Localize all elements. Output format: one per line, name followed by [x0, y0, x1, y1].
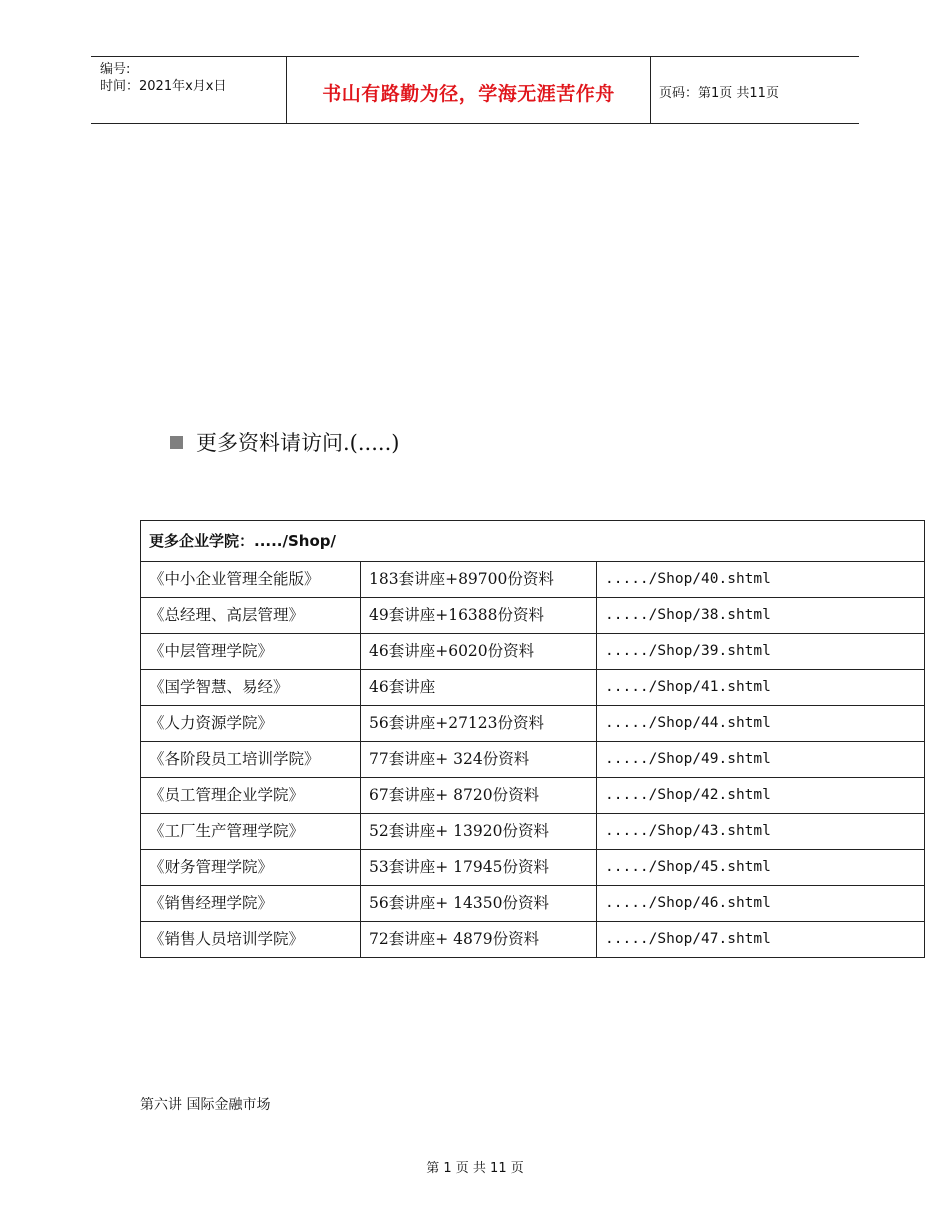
more-resources-text[interactable]: 更多资料请访问.(.....) [196, 431, 400, 455]
course-desc-cell: 49套讲座+16388份资料 [361, 598, 597, 634]
table-row [141, 850, 925, 886]
course-name-cell: 《销售人员培训学院》 [141, 922, 361, 958]
course-name-cell: 《人力资源学院》 [141, 706, 361, 742]
header-page-cell [650, 57, 859, 123]
course-name-cell: 《财务管理学院》 [141, 850, 361, 886]
lecture-title: 第六讲 国际金融市场 [140, 1097, 271, 1113]
course-url-cell[interactable]: ...../Shop/41.shtml [597, 670, 925, 706]
course-name-cell: 《总经理、高层管理》 [141, 598, 361, 634]
course-name-cell: 《各阶段员工培训学院》 [141, 742, 361, 778]
course-desc-cell: 56套讲座+ 14350份资料 [361, 886, 597, 922]
course-url-cell[interactable]: ...../Shop/38.shtml [597, 598, 925, 634]
course-desc-cell: 52套讲座+ 13920份资料 [361, 814, 597, 850]
course-url-cell[interactable]: ...../Shop/42.shtml [597, 778, 925, 814]
course-url-cell[interactable]: ...../Shop/45.shtml [597, 850, 925, 886]
course-url-cell[interactable]: ...../Shop/39.shtml [597, 634, 925, 670]
date-label: 时间：2021年x月x日 [100, 79, 227, 94]
course-desc-cell: 72套讲座+ 4879份资料 [361, 922, 597, 958]
course-desc-cell: 53套讲座+ 17945份资料 [361, 850, 597, 886]
table-row [141, 598, 925, 634]
course-name-cell: 《国学智慧、易经》 [141, 670, 361, 706]
course-desc-cell: 67套讲座+ 8720份资料 [361, 778, 597, 814]
page-info: 页码：第1页 共11页 [659, 86, 779, 101]
motto-text: 书山有路勤为径，学海无涯苦作舟 [322, 83, 615, 105]
table-row [141, 922, 925, 958]
course-url-cell[interactable]: ...../Shop/44.shtml [597, 706, 925, 742]
table-header-cell: 更多企业学院：...../Shop/ [141, 521, 925, 562]
course-desc-cell: 77套讲座+ 324份资料 [361, 742, 597, 778]
course-desc-cell: 183套讲座+89700份资料 [361, 562, 597, 598]
table-row [141, 562, 925, 598]
table-row [141, 778, 925, 814]
course-name-cell: 《中小企业管理全能版》 [141, 562, 361, 598]
course-url-cell[interactable]: ...../Shop/49.shtml [597, 742, 925, 778]
table-row [141, 814, 925, 850]
course-name-cell: 《销售经理学院》 [141, 886, 361, 922]
square-bullet-icon [170, 436, 183, 449]
table-row [141, 706, 925, 742]
course-url-cell[interactable]: ...../Shop/43.shtml [597, 814, 925, 850]
course-url-cell[interactable]: ...../Shop/46.shtml [597, 886, 925, 922]
resource-table [140, 520, 925, 958]
table-row [141, 670, 925, 706]
course-name-cell: 《中层管理学院》 [141, 634, 361, 670]
header-motto-cell [286, 57, 651, 123]
table-row [141, 634, 925, 670]
course-desc-cell: 46套讲座+6020份资料 [361, 634, 597, 670]
page-footer: 第 1 页 共 11 页 [426, 1161, 524, 1176]
course-desc-cell: 46套讲座 [361, 670, 597, 706]
course-name-cell: 《员工管理企业学院》 [141, 778, 361, 814]
table-row [141, 742, 925, 778]
more-resources-bullet [170, 427, 399, 457]
course-url-cell[interactable]: ...../Shop/47.shtml [597, 922, 925, 958]
course-name-cell: 《工厂生产管理学院》 [141, 814, 361, 850]
course-desc-cell: 56套讲座+27123份资料 [361, 706, 597, 742]
table-row [141, 886, 925, 922]
serial-number-label: 编号: [100, 62, 131, 77]
document-header [91, 56, 859, 124]
header-meta-cell [91, 57, 286, 123]
table-header-row [141, 521, 925, 562]
course-url-cell[interactable]: ...../Shop/40.shtml [597, 562, 925, 598]
